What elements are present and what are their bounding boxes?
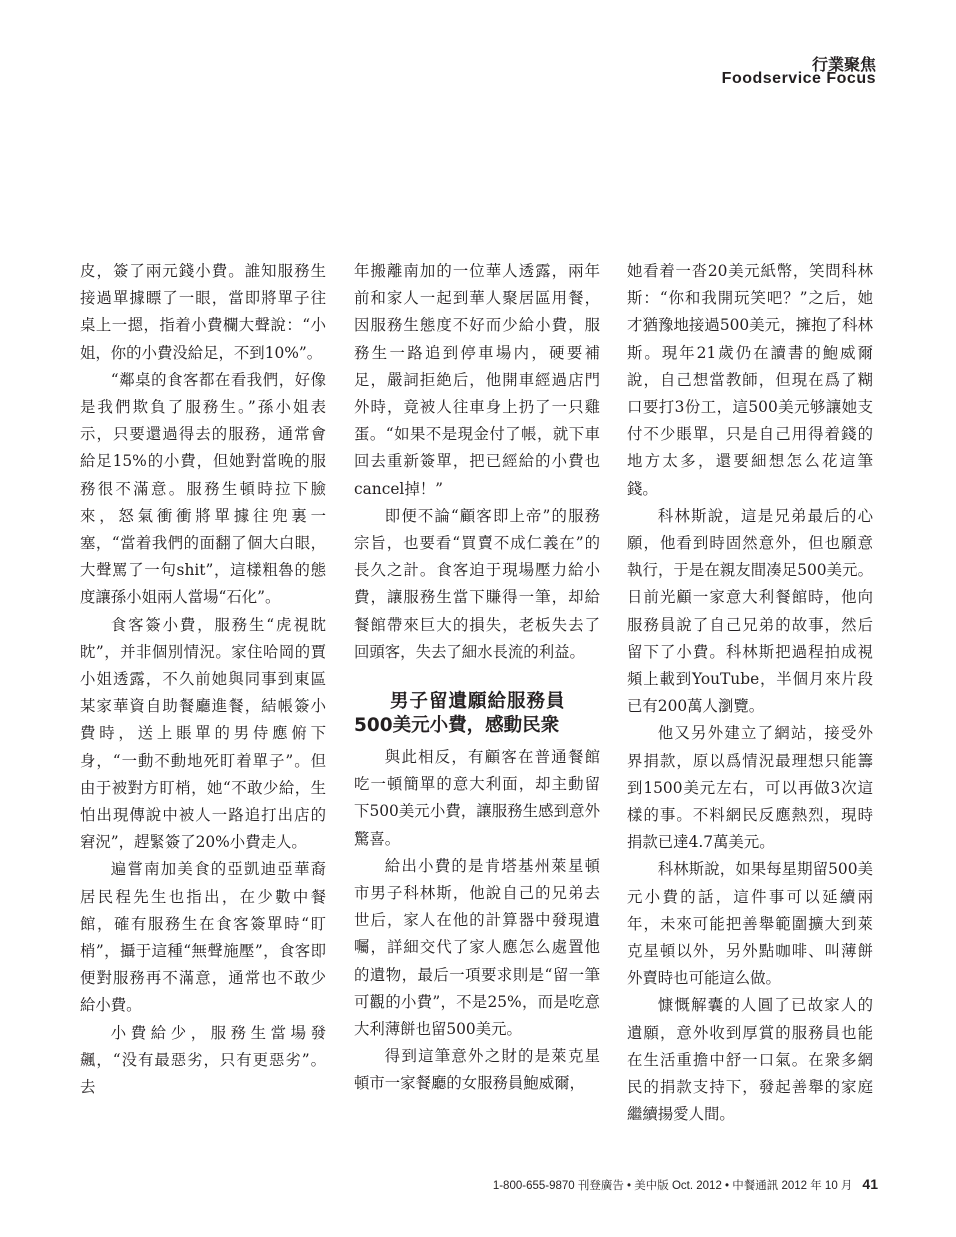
paragraph: 與此相反，有顧客在普通餐館吃一頓簡單的意大利面，却主動留下500美元小費，讓服務生感到意外驚喜。 [354,748,600,848]
subheading-line-2: 500美元小費，感動民衆 [354,715,560,737]
article-column-2 [354,258,600,1098]
section-subheading [354,690,600,738]
paragraph: 皮，簽了兩元錢小費。誰知服務生接過單據瞟了一眼，當即將單子往桌上一摁，指着小費欄大聲說：“小姐，你的小費没給足，不到10%”。 [80,262,326,362]
section-title-chinese: 行業聚焦 [811,55,876,74]
paragraph: 食客簽小費，服務生“虎視眈眈”，并非個別情況。家住哈岡的賈小姐透露，不久前她與同事到東區某家華資自助餐廳進餐，結帳簽小費時，送上賬單的男侍應俯下身，“一動不動地死盯着單子”。但由于被對方盯梢，她“不敢少給，生怕出現傳說中被人一路追打出店的窘況”，趕緊簽了20%小費走人。 [80,615,326,852]
paragraph: 年搬離南加的一位華人透露，兩年前和家人一起到華人聚居區用餐，因服務生態度不好而少給小費，服務生一路追到停車場内，硬要補足，嚴詞拒絶后，他開車經過店門外時，竟被人往車身上扔了一只雞蛋。“如果不是現金付了帳，就下車回去重新簽單，把已經給的小費也cancel掉！” [354,262,600,498]
article-column-1 [80,258,326,1101]
paragraph: 得到這筆意外之財的是萊克星頓市一家餐廳的女服務員鮑威爾， [354,1047,600,1093]
paragraph: 慷慨解囊的人圓了已故家人的遺願，意外收到厚賞的服務員也能在生活重擔中舒一口氣。在衆多網民的捐款支持下，發起善舉的家庭繼續揚愛人間。 [627,996,873,1124]
paragraph: 他又另外建立了網站，接受外界捐款，原以爲情況最理想只能籌到1500美元左右，可以再做3次這樣的事。不料網民反應熱烈，現時捐款已達4.7萬美元。 [627,724,873,852]
article-column-3 [627,258,873,1129]
paragraph: 她看着一沓20美元紙幣，笑問科林斯：“你和我開玩笑吧？”之后，她才猶豫地接過500美元，擁抱了科林斯。現年21歲仍在讀書的鮑威爾說，自己想當教師，但現在爲了糊口要打3份工，這500美元够讓她支付不少賬單，只是自己用得着錢的地方太多，還要細想怎么花這筆錢。 [627,262,873,498]
paragraph: 科林斯說，如果每星期留500美元小費的話，這件事可以延續兩年，未來可能把善舉範圍擴大到萊克星頓以外，另外點咖啡、叫薄餅外賣時也可能這么做。 [627,860,873,988]
paragraph: 科林斯說，這是兄弟最后的心願，他看到時固然意外，但也願意執行，于是在親友間凑足500美元。日前光顧一家意大利餐館時，他向服務員說了自己兄弟的故事，然后留下了小費。科林斯把過程拍成視頻上載到YouTube，半個月來片段已有200萬人瀏覽。 [627,506,873,716]
footer-text: 1-800-655-9870 刊登廣告 • 美中版 Oct. 2012 • 中餐通訊 2012 年 10 月 [492,1180,853,1192]
paragraph: 遍嘗南加美食的亞凱迪亞華裔居民程先生也指出，在少數中餐館，確有服務生在食客簽單時“盯梢”，攝于這種“無聲施壓”，食客即便對服務再不滿意，通常也不敢少給小費。 [80,860,326,1015]
paragraph: “鄰桌的食客都在看我們，好像是我們欺負了服務生。”孫小姐表示，只要還過得去的服務，通常會給足15%的小費，但她對當晚的服務很不滿意。服務生頓時拉下臉來，怒氣衝衝將單據往兜裏一塞，“當着我們的面翻了個大白眼，大聲罵了一句shit”，這樣粗魯的態度讓孫小姐兩人當場“石化”。 [80,370,326,607]
page-footer [493,1176,878,1193]
paragraph: 給出小費的是肯塔基州萊星頓市男子科林斯，他說自己的兄弟去世后，家人在他的計算器中發現遺囑，詳細交代了家人應怎么處置他的遺物，最后一項要求則是“留一筆可觀的小費”，不是25%，而是吃意大利薄餅也留500美元。 [354,856,600,1039]
page-number: 41 [862,1176,878,1192]
subheading-line-1: 男子留遺願給服務員 [390,691,566,713]
paragraph: 小費給少，服務生當場發飆，“没有最惡劣，只有更惡劣”。去 [80,1023,326,1097]
paragraph: 即便不論“顧客即上帝”的服務宗旨，也要看“買賣不成仁義在”的長久之計。食客迫于現場壓力給小費，讓服務生當下賺得一筆，却給餐館帶來巨大的損失，老板失去了回頭客，失去了細水長流的利益。 [354,506,600,661]
section-title-english: Foodservice Focus [721,70,876,87]
